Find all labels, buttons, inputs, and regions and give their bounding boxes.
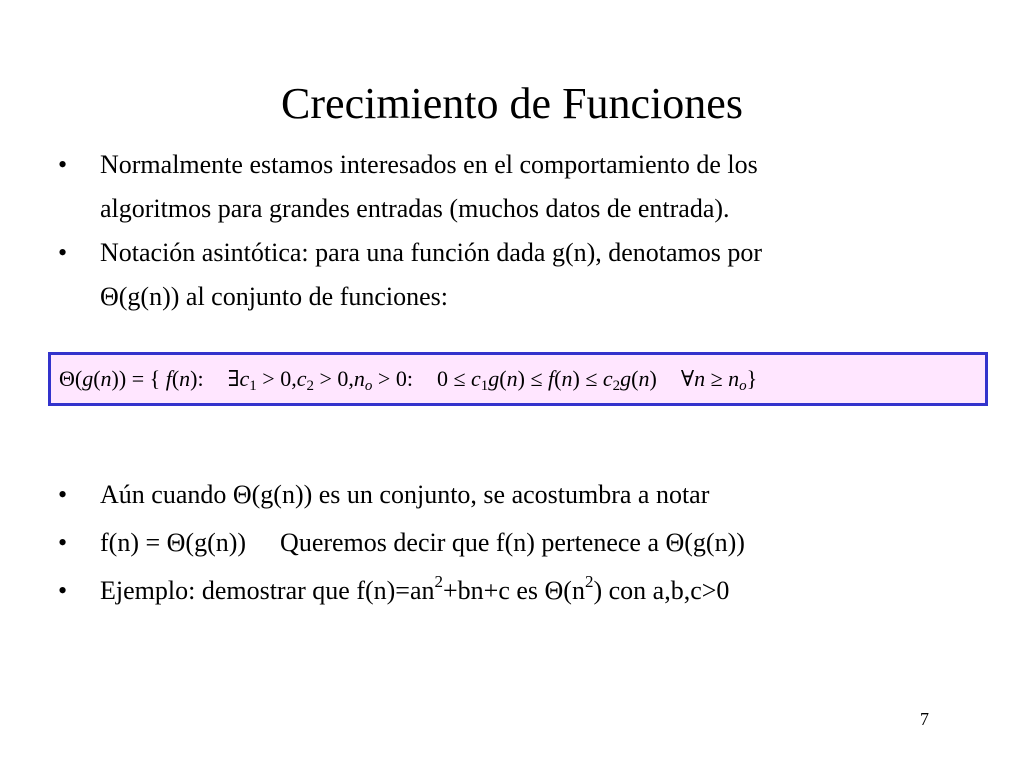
formula-symbol: >: [319, 366, 332, 391]
formula-symbol: (: [171, 366, 180, 391]
bullet-text: [100, 569, 990, 613]
formula-variable: c: [602, 366, 613, 391]
formula-symbol: 0: [337, 366, 349, 391]
bullet-marker: •: [58, 480, 68, 509]
formula-symbol: (: [93, 366, 101, 391]
formula-symbol: {: [149, 366, 161, 391]
formula-symbol: (: [74, 366, 83, 391]
bullet-explanation: Queremos decir que f(n) pertenece a Θ(g(n)): [280, 528, 745, 557]
formula-variable: f: [165, 366, 172, 391]
formula-variable: n: [728, 366, 740, 391]
bullet-text: Aún cuando Θ(g(n)) es un conjunto, se acostumbra a notar: [100, 480, 710, 509]
formula-variable: c: [471, 366, 481, 391]
formula-symbol: (: [631, 366, 639, 391]
formula-symbol: (: [554, 366, 562, 391]
bullet-text: [100, 143, 990, 231]
formula-subscript: 1: [480, 378, 489, 394]
formula-symbol: ∀: [680, 366, 695, 391]
formula-subscript: o: [739, 378, 747, 394]
bullet-line: algoritmos para grandes entradas (muchos datos de entrada).: [100, 194, 730, 223]
page-number: 7: [920, 709, 929, 729]
formula-symbol: 0: [436, 366, 448, 391]
formula-subscript: 1: [249, 378, 257, 394]
formula-symbol: ,: [348, 366, 354, 391]
theta-definition-formula: [59, 363, 757, 395]
formula-symbol: =: [131, 366, 145, 391]
bullet-text: [100, 521, 990, 565]
formula-symbol: ): [190, 366, 198, 391]
bullet-line: Θ(g(n)) al conjunto de funciones:: [100, 282, 449, 311]
formula-symbol: ≥: [710, 366, 723, 391]
formula-symbol: ): [649, 366, 657, 391]
formula-symbol: 0: [395, 366, 407, 391]
theta-definition-formula-box: [48, 352, 988, 406]
formula-variable: c: [239, 366, 250, 391]
formula-symbol: Θ: [59, 366, 75, 391]
bullet-marker: •: [58, 150, 68, 179]
formula-variable: n: [506, 366, 518, 391]
formula-symbol: :: [406, 366, 413, 391]
formula-symbol: :: [197, 366, 204, 391]
formula-symbol: ≤: [530, 366, 543, 391]
formula-subscript: 2: [612, 378, 621, 394]
bullet-text-part: Ejemplo: demostrar que f(n)=an: [100, 576, 435, 605]
bullet-marker: •: [58, 238, 68, 267]
formula-variable: n: [561, 366, 573, 391]
formula-symbol: ): [111, 366, 119, 391]
formula-variable: n: [694, 366, 706, 391]
formula-variable: g: [82, 366, 94, 391]
formula-variable: f: [548, 366, 555, 391]
bullet-text-part: ) con a,b,c>0: [593, 576, 730, 605]
formula-symbol: }: [746, 366, 758, 391]
formula-variable: n: [100, 366, 112, 391]
bullet-line: Normalmente estamos interesados en el comportamiento de los: [100, 150, 758, 179]
slide-title: Crecimiento de Funciones: [281, 79, 743, 128]
bullet-marker: •: [58, 528, 68, 557]
formula-symbol: >: [377, 366, 391, 391]
formula-variable: g: [488, 366, 500, 391]
formula-symbol: ≤: [453, 366, 466, 391]
formula-variable: n: [179, 366, 191, 391]
formula-symbol: ): [572, 366, 580, 391]
formula-symbol: >: [262, 366, 275, 391]
bullet-notation: f(n) = Θ(g(n)): [100, 528, 247, 557]
bullet-marker: •: [58, 576, 68, 605]
formula-subscript: 2: [306, 378, 314, 394]
formula-variable: n: [638, 366, 650, 391]
formula-variable: c: [296, 366, 307, 391]
formula-variable: n: [353, 366, 365, 391]
superscript: 2: [584, 572, 594, 592]
bullet-line: Notación asintótica: para una función dada g(n), denotamos por: [100, 238, 763, 267]
formula-symbol: ): [118, 366, 127, 391]
bullet-text: [100, 231, 990, 319]
formula-symbol: 0: [280, 366, 292, 391]
superscript: 2: [434, 572, 443, 592]
formula-symbol: ∃: [227, 366, 240, 391]
bullet-text-part: +bn+c es Θ(n: [443, 576, 585, 605]
formula-variable: g: [620, 366, 632, 391]
formula-symbol: ): [517, 366, 525, 391]
formula-symbol: (: [499, 366, 507, 391]
formula-symbol: ,: [291, 366, 297, 391]
formula-subscript: o: [364, 378, 373, 394]
formula-symbol: ≤: [585, 366, 598, 391]
